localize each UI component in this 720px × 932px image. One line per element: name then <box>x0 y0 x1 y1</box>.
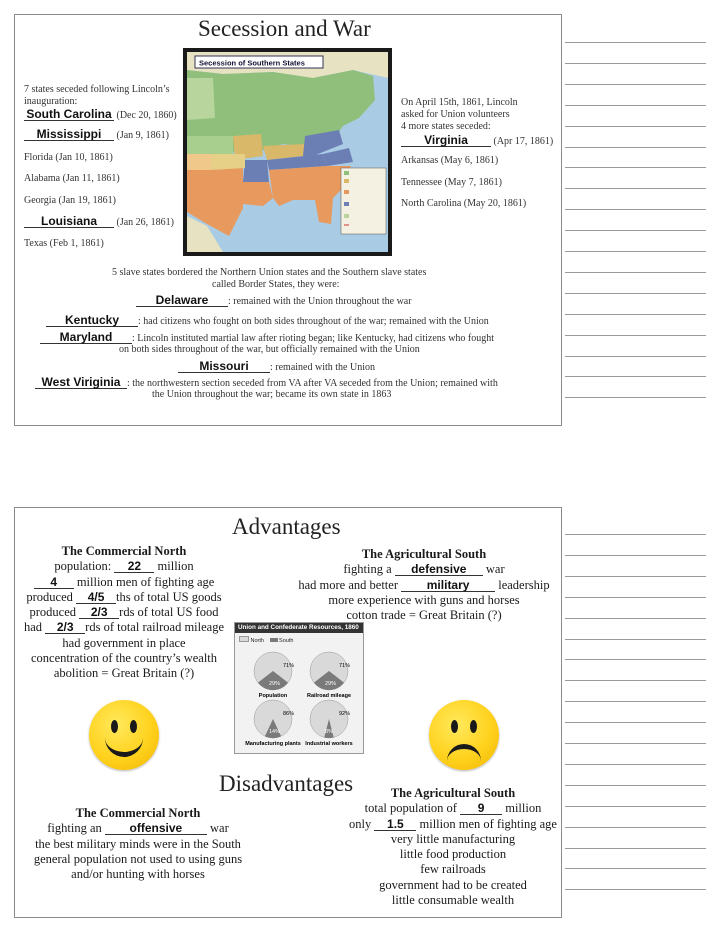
border-text-2: on both sides throughout of the war, but officially remained with the Union <box>119 344 420 355</box>
note-line[interactable] <box>565 764 706 765</box>
happy-face-icon <box>89 700 159 770</box>
north-dis-line: general population not used to using guns <box>33 851 243 866</box>
answer-virginia: Virginia <box>401 134 491 147</box>
pie-south-label: 29% <box>325 681 337 687</box>
state-answer-row <box>24 128 169 142</box>
south-heading: The Agricultural South <box>361 547 487 561</box>
answer-south-carolina: South Carolina <box>24 108 114 121</box>
note-line[interactable] <box>565 335 706 336</box>
date: (Jan 26, 1861) <box>116 217 174 228</box>
south-disadvantages <box>340 786 566 908</box>
note-line[interactable] <box>565 597 706 598</box>
south-dis-line: government had to be created <box>379 877 527 892</box>
south-dis-line: very little manufacturing <box>390 831 516 846</box>
answer-kentucky: Kentucky <box>46 314 138 327</box>
border-row <box>136 294 412 308</box>
note-line[interactable] <box>565 680 706 681</box>
map-graphic <box>183 48 392 256</box>
resources-legend: North South <box>239 636 293 644</box>
pie-north-label: 71% <box>283 663 295 669</box>
note-line[interactable] <box>565 147 706 148</box>
note-line[interactable] <box>565 356 706 357</box>
right-intro-2: asked for Union volunteers <box>401 109 510 120</box>
border-row <box>40 331 494 345</box>
note-line[interactable] <box>565 576 706 577</box>
right-intro-1: On April 15th, 1861, Lincoln <box>401 97 518 108</box>
border-text: : remained with the Union <box>270 362 375 373</box>
pie-south-label: 14% <box>269 729 281 735</box>
state-text: Alabama (Jan 11, 1861) <box>24 173 120 184</box>
resources-chart <box>234 622 364 754</box>
border-row <box>178 360 375 374</box>
border-intro-1: 5 slave states bordered the Northern Union states and the Southern slave states <box>112 267 427 278</box>
note-line[interactable] <box>565 105 706 106</box>
south-line: more experience with guns and horses <box>328 592 520 607</box>
border-text-2: the Union throughout the war; became its own state in 1863 <box>152 389 392 400</box>
note-line[interactable] <box>565 639 706 640</box>
border-text: : remained with the Union throughout the war <box>228 296 412 307</box>
south-line: fighting a defensive war <box>343 562 505 577</box>
note-line[interactable] <box>565 889 706 890</box>
note-line[interactable] <box>565 618 706 619</box>
note-line[interactable] <box>565 785 706 786</box>
note-line[interactable] <box>565 376 706 377</box>
north-advantages <box>14 544 234 682</box>
note-line[interactable] <box>565 743 706 744</box>
note-line[interactable] <box>565 84 706 85</box>
note-line[interactable] <box>565 314 706 315</box>
south-line: cotton trade = Great Britain (?) <box>346 608 502 623</box>
note-line[interactable] <box>565 126 706 127</box>
note-line[interactable] <box>565 188 706 189</box>
note-line[interactable] <box>565 209 706 210</box>
note-line[interactable] <box>565 167 706 168</box>
state-text: Florida (Jan 10, 1861) <box>24 152 113 163</box>
state-text: Tennessee (May 7, 1861) <box>401 177 502 188</box>
state-text: North Carolina (May 20, 1861) <box>401 198 527 209</box>
pie-manufacturing-plants <box>245 700 301 747</box>
pie-industrial-workers <box>305 700 352 747</box>
north-line: population: 22 million <box>54 559 194 574</box>
answer-louisiana: Louisiana <box>24 215 114 228</box>
answer-maryland: Maryland <box>40 331 132 344</box>
date: (Jan 9, 1861) <box>116 130 169 141</box>
north-dis-heading: The Commercial North <box>75 806 201 820</box>
pie-caption: Industrial workers <box>305 741 353 747</box>
state-text: Georgia (Jan 19, 1861) <box>24 195 117 206</box>
right-intro-3: 4 more states seceded: <box>401 121 491 132</box>
sad-face-icon <box>429 700 499 770</box>
note-line[interactable] <box>565 722 706 723</box>
north-line: had government in place <box>62 635 186 650</box>
south-dis-line: little food production <box>399 847 507 862</box>
north-dis-line: the best military minds were in the South <box>35 836 241 851</box>
south-dis-heading: The Agricultural South <box>390 786 516 800</box>
pie-south-label: 29% <box>269 681 281 687</box>
border-text: : the northwestern section seceded from VA after VA seceded from the Union; remained with <box>127 378 498 389</box>
south-line: had more and better military leadership <box>298 577 550 592</box>
answer-mississippi: Mississippi <box>24 128 114 141</box>
note-line[interactable] <box>565 272 706 273</box>
border-row <box>35 376 498 390</box>
note-line[interactable] <box>565 868 706 869</box>
note-line[interactable] <box>565 251 706 252</box>
border-text: : had citizens who fought on both sides throughout of the war; remained with the Union <box>138 316 489 327</box>
state-text: Texas (Feb 1, 1861) <box>24 238 104 249</box>
pie-south-label: 8% <box>325 729 333 735</box>
note-line[interactable] <box>565 397 706 398</box>
pie-group <box>235 641 363 753</box>
north-heading: The Commercial North <box>61 544 187 558</box>
intro-line-1: 7 states seceded following Lincoln’s <box>24 84 170 95</box>
state-answer-row <box>24 108 177 122</box>
north-line: 4 million men of fighting age <box>14 575 234 590</box>
pie-railroad-mileage <box>307 652 351 699</box>
note-line[interactable] <box>565 293 706 294</box>
date: (Apr 17, 1861) <box>493 136 554 147</box>
pie-north-label: 86% <box>283 711 295 717</box>
state-answer-row <box>24 215 174 229</box>
pie-north-label: 92% <box>339 711 351 717</box>
intro-line-2: inauguration: <box>24 96 78 107</box>
north-dis-line: fighting an offensive war <box>47 821 229 836</box>
south-dis-line: little consumable wealth <box>391 893 515 908</box>
pie-caption: Railroad mileage <box>306 693 352 699</box>
advantages-title: Advantages <box>232 514 341 539</box>
north-disadvantages <box>14 806 262 882</box>
south-dis-line: total population of 9 million <box>364 801 542 816</box>
south-dis-line: only 1.5 million men of fighting age <box>349 816 557 831</box>
north-line: produced 4/5 ths of total US goods <box>26 589 222 604</box>
border-intro-2: called Border States, they were: <box>212 279 340 290</box>
border-row <box>46 314 489 328</box>
map-title: Secession of Southern States <box>199 58 305 68</box>
resources-title: Union and Confederate Resources, 1860 <box>235 623 363 633</box>
south-dis-line: few railroads <box>420 862 486 877</box>
note-line[interactable] <box>565 806 706 807</box>
north-line: abolition = Great Britain (?) <box>53 666 195 681</box>
note-line[interactable] <box>565 63 706 64</box>
note-line[interactable] <box>565 555 706 556</box>
note-line[interactable] <box>565 701 706 702</box>
north-line: produced 2/3 rds of total US food <box>29 605 219 620</box>
answer-missouri: Missouri <box>178 360 270 373</box>
state-text: Arkansas (May 6, 1861) <box>401 155 499 166</box>
pie-caption: Manufacturing plants <box>245 741 301 747</box>
date: (Dec 20, 1860) <box>116 110 177 121</box>
border-text: : Lincoln instituted martial law after rioting began; like Kentucky, had citizens who fought <box>132 333 495 344</box>
north-line: had 2/3 rds of total railroad mileage <box>23 620 225 635</box>
north-dis-line: and/or hunting with horses <box>71 867 205 882</box>
answer-west-virginia: West Viriginia <box>35 376 127 389</box>
note-line[interactable] <box>565 659 706 660</box>
disadvantages-title: Disadvantages <box>219 771 354 796</box>
note-line[interactable] <box>565 848 706 849</box>
pie-population <box>254 652 294 699</box>
note-line[interactable] <box>565 534 706 535</box>
secession-title: Secession and War <box>198 16 371 41</box>
answer-delaware: Delaware <box>136 294 228 307</box>
note-line[interactable] <box>565 827 706 828</box>
secession-map <box>183 48 392 256</box>
pie-north-label: 71% <box>339 663 351 669</box>
south-advantages <box>282 547 566 623</box>
note-line[interactable] <box>565 230 706 231</box>
note-line[interactable] <box>565 42 706 43</box>
pie-caption: Population <box>258 693 288 699</box>
state-answer-row <box>401 134 553 148</box>
north-line: concentration of the country’s wealth <box>30 651 218 666</box>
